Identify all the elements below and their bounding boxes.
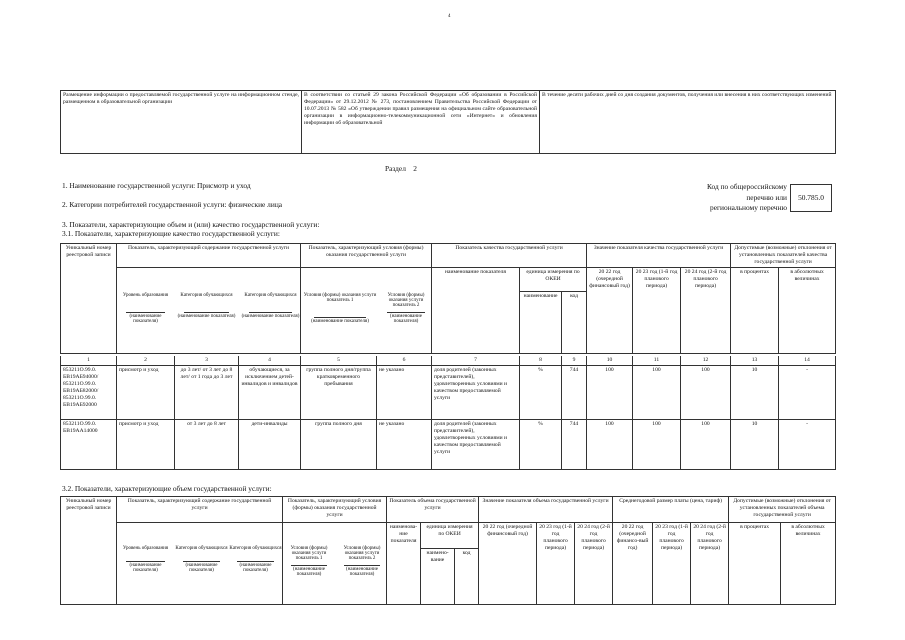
vt-c5 — [336, 546, 388, 577]
qt-h-name: наименование показателя — [432, 268, 520, 354]
qt-cell: 100 — [587, 419, 633, 469]
qt-cell: дети-инвалиды — [239, 419, 301, 469]
qt-cell: - — [779, 419, 836, 469]
vt-h-y1: 20 22 год (очередной финансовый год) — [479, 523, 537, 605]
qt-cell: присмотр и уход — [117, 365, 175, 419]
qt-num: 7 — [432, 356, 520, 365]
qt-num: 3 — [175, 356, 239, 365]
vt-c4-label: Условия (формы) оказания услуги показатель 1 — [290, 546, 328, 561]
qt-cell: до 3 лет/ от 3 лет до 8 лет/ от 1 года до 3 лет — [175, 365, 239, 419]
qt-cell: % — [520, 419, 562, 469]
qt-num: 14 — [779, 356, 836, 365]
vt-h-unit-code: код — [455, 549, 479, 605]
vt-h-name: наименова-ние показателя — [387, 523, 421, 605]
qt-cell: 100 — [633, 419, 681, 469]
qt-c1-label: Уровень образования — [122, 293, 169, 298]
vt-c1-label: Уровень образования — [122, 546, 169, 551]
update-frequency-cell: В течение десяти рабочих дней со дня создания документов, получения или внесения в них соответствующих изменений — [540, 91, 836, 154]
vt-c4-note: (наименование показателя) — [293, 567, 325, 577]
qt-num: 4 — [239, 356, 301, 365]
qt-cell: 10 — [731, 365, 779, 419]
qt-cell: 100 — [681, 419, 731, 469]
qt-cell: не указано — [377, 365, 432, 419]
vt-c2-note: (наименование показателя) — [185, 563, 218, 573]
qt-cell: % — [520, 365, 562, 419]
qt-c1-note: (наименование показателя) — [129, 314, 162, 324]
section-heading: Раздел 2 — [385, 164, 417, 173]
vt-c3-note: (наименование показателя) — [239, 563, 272, 573]
qt-num: 9 — [562, 356, 587, 365]
qt-num: 2 — [117, 356, 175, 365]
qt-cell: присмотр и уход — [117, 419, 175, 469]
vt-h-content: Показатель, характеризующий содержание государственной услуги — [117, 497, 283, 523]
qt-h-absolute: в абсолютных величинах — [779, 268, 836, 354]
vt-h-f3: 20 24 год (2-й год планового периода) — [691, 523, 729, 605]
vt-c1 — [117, 546, 174, 573]
code-label-line-1: Код по общероссийскому — [706, 182, 787, 191]
qt-c4 — [303, 293, 377, 324]
qt-h-y3: 20 24 год (2-й год планового периода) — [681, 268, 731, 354]
vt-h-y2: 20 23 год (1-й год планового периода) — [537, 523, 575, 605]
qt-cell: 100 — [681, 365, 731, 419]
qt-num: 10 — [587, 356, 633, 365]
qt-cell: 744 — [562, 419, 587, 469]
qt-cell: доля родителей (законных представителей), удовлетворенных условиями и качеством предоставляемой услуги — [432, 419, 520, 469]
qt-cell: не указано — [377, 419, 432, 469]
qt-c2-note: (наименование показателя) — [177, 314, 236, 319]
qt-cell: 100 — [633, 365, 681, 419]
qt-h-y1: 20 22 год (очередной финансовый год) — [587, 268, 633, 354]
qt-h-content: Показатель, характеризующий содержание государственной услуги — [117, 244, 301, 268]
vt-h-percent: в процентах — [729, 523, 781, 605]
page-number: 4 — [448, 14, 451, 19]
qt-num: 12 — [681, 356, 731, 365]
qt-cell: 744 — [562, 365, 587, 419]
qt-cell: - — [779, 365, 836, 419]
qt-h-percent: в процентах — [731, 268, 779, 354]
vt-h-fee: Среднегодовой размер платы (цена, тариф) — [613, 497, 729, 523]
service-name: 1. Наименование государственной услуги: Присмотр и уход — [62, 181, 251, 190]
table-row — [61, 419, 836, 469]
vt-c5-label: Условия (формы) оказания услуги показатель 2 — [343, 546, 381, 561]
qt-c3-note: (наименование показателя) — [241, 314, 300, 319]
qt-c3 — [240, 293, 301, 319]
qt-cell: 10 — [731, 419, 779, 469]
vt-h-absolute: в абсолютных величинах — [781, 523, 836, 605]
qt-h-unit: единица измерения по ОКЕИ — [520, 268, 587, 292]
qt-h-unit-name: наименование — [520, 292, 562, 354]
qt-h-values: Значение показателя качества государственной услуги — [587, 244, 731, 268]
info-placement-cell: Размещение информации о предоставляемой государственной услуге на информационном стенде, размещенном в образовательной организации — [61, 91, 302, 154]
qt-h-deviation: Допустимые (возможные) отклонения от установленных показателей качества государственной услуги — [731, 244, 836, 268]
qt-num: 5 — [301, 356, 377, 365]
qt-num: 6 — [377, 356, 432, 365]
consumer-category: 2. Категории потребителей государственной услуги: физические лица — [62, 200, 283, 209]
qt-num-row — [61, 356, 836, 365]
qt-cell: доля родителей (законных представителей), удовлетворенных условиями и качеством предоставляемой услуги — [432, 365, 520, 419]
vt-h-unit: единица измерения по ОКЕИ — [421, 523, 479, 549]
qt-cell: от 3 лет до 8 лет — [175, 419, 239, 469]
qt-c2 — [175, 293, 238, 319]
qt-c2-label: Категория обучающихся — [180, 293, 233, 298]
qt-h-y2: 20 23 год (1-й год планового периода) — [633, 268, 681, 354]
vt-c1-note: (наименование показателя) — [129, 563, 162, 573]
qt-cell: 853211О.99.0. БВ19АБ94000/ 853211О.99.0. БВ19АБ82000/ 853211О.99.0. БВ19АБ92000 — [61, 365, 117, 419]
vt-h-volume: Показатель объема государственной услуги — [387, 497, 479, 523]
indicators-heading: 3. Показатели, характеризующие объем и (или) качество государственной услуги: — [62, 220, 320, 229]
qt-c4-label: Условия (формы) оказания услуги показатель 1 — [303, 293, 377, 303]
code-label — [707, 182, 787, 214]
vt-h-unit-name: наимено-вание — [421, 549, 455, 605]
vt-c4 — [283, 546, 335, 577]
qt-c5-label: Условия (формы) оказания услуги показатель 2 — [387, 293, 425, 308]
vt-c2-label: Категория обучающихся — [175, 546, 228, 551]
vt-c5-note: (наименование показателя) — [346, 567, 378, 577]
quality-table-body — [60, 356, 836, 470]
vt-h-f2: 20 23 год (1-й год планового периода) — [653, 523, 691, 605]
qt-h-conditions: Показатель, характеризующий условия (формы) оказания государственной услуги — [301, 244, 432, 268]
vt-h-deviation: Допустимые (возможные) отклонения от установленных показателей объема государственной услуги — [729, 497, 836, 523]
qt-num: 1 — [61, 356, 117, 365]
vt-h-values: Значение показателя объема государственной услуги — [479, 497, 613, 523]
qt-num: 11 — [633, 356, 681, 365]
qt-num: 8 — [520, 356, 562, 365]
vt-h-f1: 20 22 год (очередной финансо-вый год) — [613, 523, 653, 605]
vt-h-conditions: Показатель, характеризующий условия (формы) оказания государственной услуги — [283, 497, 387, 523]
qt-cell: 100 — [587, 365, 633, 419]
legal-basis-cell: В соответствии со статьей 29 закона Российской Федерации «Об образовании в Российской Федерации» от 29.12.2012 № 273, постановлением Правительства Российской Федерации от 10.07.2013 № 582 «Об утверждении правил размещения на официальном сайте образовательной организации в информационно-телекоммуникационной сети «Интернет» и обновления информации об образовательной — [302, 91, 540, 154]
qt-cell: группа полного дня — [301, 419, 377, 469]
qt-cell: 853211О.99.0. БВ19АА14000 — [61, 419, 117, 469]
qt-c5 — [379, 293, 433, 324]
qt-c5-note: (наименование показателя) — [390, 314, 422, 324]
qt-cell: группа полного дня/группа кратковременного пребывания — [301, 365, 377, 419]
qt-cell: обучающиеся, за исключением детей-инвалидов и инвалидов — [239, 365, 301, 419]
qt-c3-label: Категория обучающихся — [244, 293, 297, 298]
qt-h-unit-code: код — [562, 292, 587, 354]
top-info-table — [60, 90, 836, 154]
code-label-line-3: региональному перечню — [710, 203, 787, 213]
qt-c4-note: (наименование показателя) — [311, 319, 369, 324]
qt-h-quality: Показатель качества государственной услуги — [432, 244, 587, 268]
vt-c3-label: Категория обучающихся — [229, 546, 282, 551]
table-row — [61, 365, 836, 419]
qt-h-unique: Уникальный номер реестровой записи — [61, 244, 117, 354]
qt-c1 — [117, 293, 174, 324]
vt-c3 — [229, 546, 282, 573]
quality-heading: 3.1. Показатели, характеризующие качество государственной услуги: — [62, 229, 280, 238]
volume-heading: 3.2. Показатели, характеризующие объем государственной услуги: — [62, 484, 272, 493]
code-label-line-2: перечню или — [746, 192, 787, 202]
qt-num: 13 — [731, 356, 779, 365]
vt-c2 — [175, 546, 228, 573]
vt-h-y3: 20 24 год (2-й год планового периода) — [575, 523, 613, 605]
registry-code-box: 50.785.0 — [790, 184, 832, 212]
vt-h-unique: Уникальный номер реестровой записи — [61, 497, 117, 605]
